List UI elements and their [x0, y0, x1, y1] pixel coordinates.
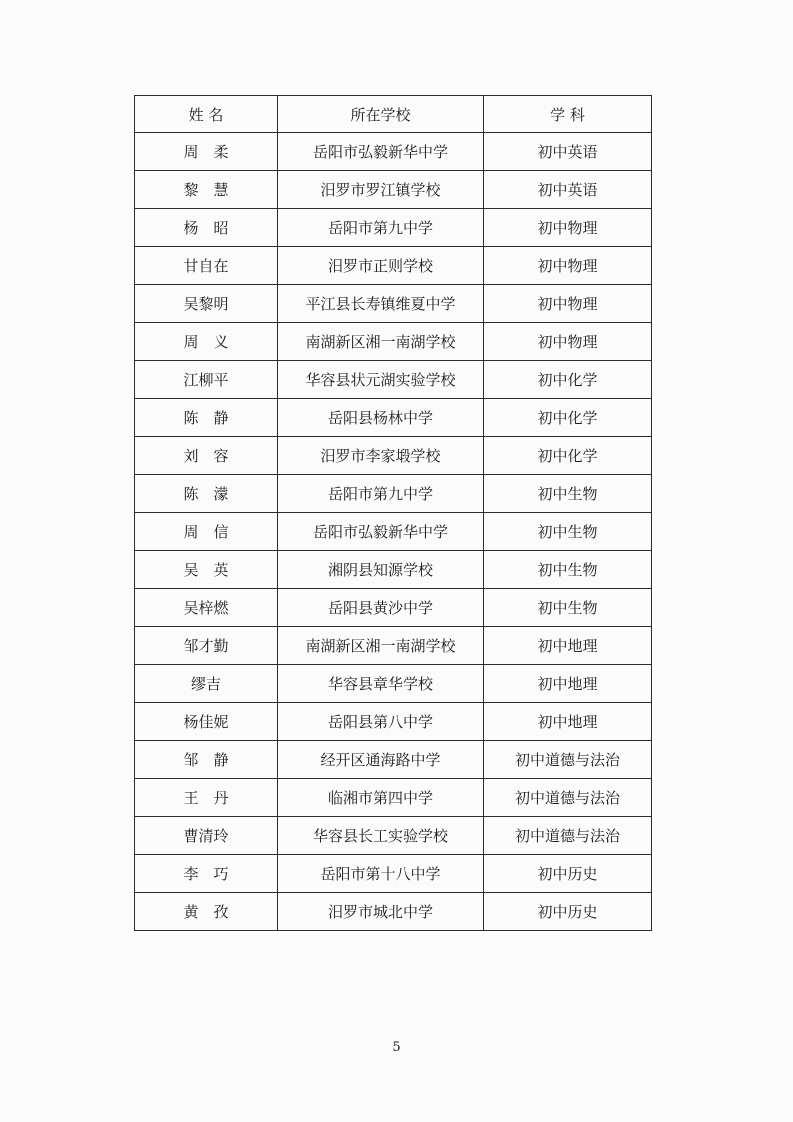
- cell-subject: 初中道德与法治: [484, 817, 652, 855]
- table-row: [135, 361, 652, 399]
- cell-school: 岳阳市第九中学: [278, 475, 484, 513]
- cell-subject: 初中历史: [484, 855, 652, 893]
- table-row: [135, 209, 652, 247]
- table-row: [135, 323, 652, 361]
- cell-school: 汨罗市正则学校: [278, 247, 484, 285]
- cell-subject: 初中地理: [484, 627, 652, 665]
- table-row: [135, 437, 652, 475]
- cell-school: 岳阳县杨林中学: [278, 399, 484, 437]
- cell-school: 岳阳县第八中学: [278, 703, 484, 741]
- page-number: 5: [392, 1040, 401, 1055]
- cell-name: 缪吉: [135, 665, 278, 703]
- table-row: [135, 513, 652, 551]
- header-name: 姓 名: [135, 96, 278, 133]
- table-row: [135, 855, 652, 893]
- table-header-row: [135, 96, 652, 133]
- table-row: [135, 399, 652, 437]
- cell-school: 岳阳市第十八中学: [278, 855, 484, 893]
- cell-name: 周 义: [135, 323, 278, 361]
- cell-name: 黎 慧: [135, 171, 278, 209]
- table-row: [135, 741, 652, 779]
- table-row: [135, 665, 652, 703]
- table-row: [135, 893, 652, 931]
- cell-name: 王 丹: [135, 779, 278, 817]
- cell-subject: 初中生物: [484, 513, 652, 551]
- cell-name: 吴梓燃: [135, 589, 278, 627]
- cell-school: 汨罗市罗江镇学校: [278, 171, 484, 209]
- cell-subject: 初中化学: [484, 399, 652, 437]
- cell-school: 岳阳县黄沙中学: [278, 589, 484, 627]
- cell-name: 甘自在: [135, 247, 278, 285]
- cell-school: 岳阳市第九中学: [278, 209, 484, 247]
- table-row: [135, 779, 652, 817]
- cell-subject: 初中物理: [484, 209, 652, 247]
- cell-name: 刘 容: [135, 437, 278, 475]
- header-subject: 学 科: [484, 96, 652, 133]
- cell-name: 周 信: [135, 513, 278, 551]
- cell-name: 黄 孜: [135, 893, 278, 931]
- cell-school: 南湖新区湘一南湖学校: [278, 323, 484, 361]
- cell-name: 吴 英: [135, 551, 278, 589]
- cell-name: 曹清玲: [135, 817, 278, 855]
- table-row: [135, 171, 652, 209]
- table-row: [135, 551, 652, 589]
- cell-subject: 初中生物: [484, 475, 652, 513]
- table-row: [135, 817, 652, 855]
- cell-name: 江柳平: [135, 361, 278, 399]
- cell-school: 汨罗市李家塅学校: [278, 437, 484, 475]
- table-row: [135, 589, 652, 627]
- cell-name: 杨 昭: [135, 209, 278, 247]
- cell-school: 华容县章华学校: [278, 665, 484, 703]
- table-row: [135, 285, 652, 323]
- cell-subject: 初中道德与法治: [484, 779, 652, 817]
- table-row: [135, 247, 652, 285]
- teacher-roster-table: [134, 95, 652, 931]
- cell-school: 岳阳市弘毅新华中学: [278, 513, 484, 551]
- cell-subject: 初中地理: [484, 665, 652, 703]
- cell-school: 南湖新区湘一南湖学校: [278, 627, 484, 665]
- table-row: [135, 703, 652, 741]
- header-school: 所在学校: [278, 96, 484, 133]
- cell-subject: 初中化学: [484, 361, 652, 399]
- cell-name: 周 柔: [135, 133, 278, 171]
- table-row: [135, 133, 652, 171]
- cell-school: 华容县长工实验学校: [278, 817, 484, 855]
- cell-name: 邹才勤: [135, 627, 278, 665]
- cell-name: 李 巧: [135, 855, 278, 893]
- cell-subject: 初中生物: [484, 589, 652, 627]
- cell-school: 华容县状元湖实验学校: [278, 361, 484, 399]
- cell-name: 陈 静: [135, 399, 278, 437]
- cell-subject: 初中物理: [484, 247, 652, 285]
- cell-subject: 初中英语: [484, 133, 652, 171]
- cell-school: 经开区通海路中学: [278, 741, 484, 779]
- cell-subject: 初中历史: [484, 893, 652, 931]
- cell-subject: 初中英语: [484, 171, 652, 209]
- cell-school: 湘阴县知源学校: [278, 551, 484, 589]
- cell-name: 杨佳妮: [135, 703, 278, 741]
- cell-school: 临湘市第四中学: [278, 779, 484, 817]
- cell-school: 平江县长寿镇维夏中学: [278, 285, 484, 323]
- cell-name: 邹 静: [135, 741, 278, 779]
- table-row: [135, 475, 652, 513]
- table-body: [135, 133, 652, 931]
- cell-name: 吴黎明: [135, 285, 278, 323]
- cell-name: 陈 濛: [135, 475, 278, 513]
- cell-school: 汨罗市城北中学: [278, 893, 484, 931]
- cell-subject: 初中道德与法治: [484, 741, 652, 779]
- cell-subject: 初中生物: [484, 551, 652, 589]
- cell-subject: 初中地理: [484, 703, 652, 741]
- cell-subject: 初中物理: [484, 285, 652, 323]
- cell-subject: 初中物理: [484, 323, 652, 361]
- table-row: [135, 627, 652, 665]
- cell-school: 岳阳市弘毅新华中学: [278, 133, 484, 171]
- cell-subject: 初中化学: [484, 437, 652, 475]
